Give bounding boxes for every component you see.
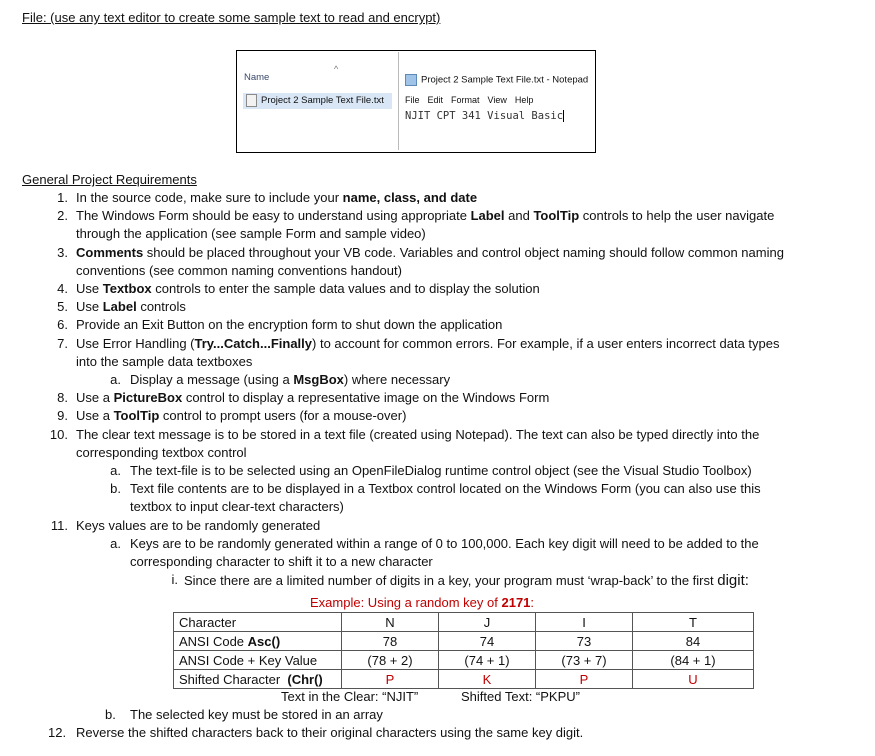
- text-segment: The clear text message is to be stored in a text file (created using Notepad). The text can also be typed directly into the: [76, 426, 760, 442]
- text-segment: Use a: [76, 408, 114, 424]
- table-header-cell: Character: [174, 613, 342, 632]
- list-item-text: [184, 572, 749, 589]
- row-label: [174, 632, 342, 651]
- table-row: [174, 670, 754, 689]
- text-segment: Label: [102, 299, 137, 315]
- menu-view: View: [487, 95, 507, 105]
- text-segment: MsgBox: [293, 372, 344, 387]
- text-segment: Textbox: [102, 281, 152, 296]
- table-cell: 73: [536, 632, 633, 651]
- list-item-text: [76, 208, 774, 223]
- item-11b: [105, 707, 116, 722]
- list-item-number: a.: [110, 372, 121, 387]
- file-row: [243, 93, 392, 109]
- file-name: Project 2 Sample Text File.txt: [261, 95, 384, 106]
- text-segment: Use Error Handling (: [76, 335, 195, 351]
- text-segment: PictureBox: [113, 390, 183, 406]
- notepad-title-text: Project 2 Sample Text File.txt - Notepad: [421, 74, 589, 86]
- list-item-text: [130, 481, 761, 496]
- menu-format: Format: [451, 95, 480, 105]
- list-item-number: 9.: [57, 408, 68, 424]
- list-item-text: [76, 281, 540, 296]
- text-segment: controls to help the user navigate: [579, 208, 775, 224]
- text-segment: Provide an Exit Button on the encryption form to shut down the application: [76, 317, 503, 333]
- list-item-text: [76, 245, 784, 260]
- text-segment: name, class, and date: [342, 190, 478, 205]
- text-segment: Label: [470, 208, 505, 224]
- text-segment: Since there are a limited number of digits in a key, your program must ‘wrap-back’ to the first: [184, 573, 718, 589]
- row-label-text: Shifted Character: [179, 671, 288, 687]
- item-12-number: 12.: [48, 725, 67, 740]
- item-number: b.: [105, 707, 116, 722]
- text-segment: corresponding character to shift it to a new character: [130, 554, 433, 569]
- list-item-text: [130, 536, 759, 551]
- table-cell: P: [342, 670, 439, 689]
- table-cell: U: [633, 670, 754, 689]
- text-segment: conventions (see common naming conventions handout): [76, 262, 402, 278]
- list-item-number: 4.: [57, 281, 68, 296]
- list-item-text: [76, 263, 402, 278]
- text-segment: ToolTip: [113, 408, 160, 424]
- table-cell: (78 + 2): [342, 651, 439, 670]
- text-segment: should be placed throughout your VB code. Variables and control object naming should follow common naming: [143, 244, 784, 260]
- list-item-number: 6.: [57, 317, 68, 333]
- row-label: [174, 670, 342, 689]
- text-segment: controls to enter the sample data values and to display the solution: [151, 281, 540, 296]
- list-item-text: [130, 554, 433, 569]
- list-item-text: [76, 226, 426, 241]
- table-cell: 74: [439, 632, 536, 651]
- text-segment: In the source code, make sure to include your: [76, 190, 343, 205]
- table-header-cell: J: [439, 613, 536, 632]
- text-segment: and: [504, 208, 534, 224]
- text-segment: ToolTip: [533, 208, 580, 224]
- list-item-text: [76, 190, 477, 205]
- requirements-heading: General Project Requirements: [22, 172, 197, 187]
- row-label: [174, 651, 342, 670]
- list-item-number: 5.: [57, 299, 68, 315]
- table-header-row: [174, 613, 754, 632]
- list-item-number: 1.: [57, 190, 68, 205]
- table-cell: (73 + 7): [536, 651, 633, 670]
- table-row: [174, 632, 754, 651]
- list-item-number: 3.: [57, 244, 68, 260]
- file-explorer-pane: [238, 52, 395, 150]
- list-item-text: [76, 317, 502, 332]
- table-header-cell: I: [536, 613, 633, 632]
- list-item-text: [76, 390, 549, 405]
- text-segment: corresponding textbox control: [76, 444, 247, 460]
- name-column-header: Name: [244, 72, 270, 83]
- notepad-icon: [405, 74, 417, 86]
- list-item-text: [76, 427, 759, 442]
- text-segment: control to prompt users (for a mouse-over): [159, 408, 407, 424]
- list-item-number: 8.: [57, 390, 68, 406]
- table-cell: 84: [633, 632, 754, 651]
- file-heading: File: (use any text editor to create some sample text to read and encrypt): [22, 10, 441, 25]
- list-item-text: [76, 445, 247, 460]
- text-segment: The text-file is to be selected using an OpenFileDialog runtime control object (see the Visual Studio Toolbox): [130, 463, 752, 478]
- sample-file-screenshot: [236, 50, 596, 153]
- notepad-content: NJIT CPT 341 Visual Basic: [405, 110, 564, 122]
- table-cell: (84 + 1): [633, 651, 754, 670]
- list-item-number: a.: [110, 463, 121, 478]
- list-item-text: [76, 336, 779, 351]
- table-header-cell: T: [633, 613, 754, 632]
- list-item-number: 10.: [49, 426, 68, 442]
- list-item-text: [76, 354, 252, 369]
- menu-edit: Edit: [427, 95, 444, 105]
- table-cell: 78: [342, 632, 439, 651]
- list-item-number: 11.: [50, 517, 68, 533]
- list-item-text: [76, 518, 320, 533]
- text-segment: through the application (see sample Form and sample video): [76, 226, 426, 242]
- row-label-bold: Asc(): [247, 633, 281, 649]
- text-segment: controls: [136, 299, 186, 315]
- list-item-number: 7.: [57, 335, 68, 351]
- list-item-number: b.: [110, 481, 121, 497]
- notepad-menu: [405, 95, 541, 105]
- list-item-text: [130, 372, 450, 387]
- text-segment: Use a: [76, 390, 114, 406]
- text-segment: into the sample data textboxes: [76, 353, 253, 369]
- table-cell: (74 + 1): [439, 651, 536, 670]
- list-item-number: i.: [171, 572, 178, 588]
- text-segment: Display a message (using a: [130, 372, 294, 387]
- example-caption-colon: :: [530, 595, 535, 610]
- text-segment: control to display a representative image on the Windows Form: [182, 390, 550, 406]
- text-segment: digit:: [717, 572, 749, 590]
- list-item-number: 2.: [57, 208, 68, 224]
- row-label-text: ANSI Code + Key Value: [179, 652, 318, 668]
- text-segment: ) to account for common errors. For example, if a user enters incorrect data types: [312, 335, 780, 351]
- text-segment: Keys values are to be randomly generated: [76, 517, 321, 533]
- text-segment: Use: [76, 281, 103, 296]
- notepad-title: [405, 74, 588, 86]
- example-table: [173, 612, 754, 689]
- example-key: 2171: [501, 595, 531, 610]
- table-row: [174, 651, 754, 670]
- example-caption-text: Example: Using a random key of: [310, 595, 502, 610]
- table-header-cell: N: [342, 613, 439, 632]
- text-segment: Keys are to be randomly generated within a range of 0 to 100,000. Each key digit will need to be added to the: [130, 535, 759, 551]
- item-11b-text: The selected key must be stored in an array: [130, 707, 383, 722]
- sort-caret-icon: ^: [334, 64, 339, 74]
- text-segment: Use: [76, 299, 103, 315]
- list-item-text: [76, 299, 186, 314]
- item-12-text: Reverse the shifted characters back to their original characters using the same key digit.: [76, 725, 584, 740]
- list-item-text: [130, 463, 752, 478]
- example-caption: [310, 595, 534, 610]
- row-label-text: ANSI Code: [179, 633, 248, 649]
- text-segment: Try...Catch...Finally: [194, 335, 313, 351]
- table-cell: K: [439, 670, 536, 689]
- notepad-window: [398, 52, 594, 150]
- notepad-text: [405, 110, 564, 122]
- menu-help: Help: [514, 95, 534, 105]
- text-segment: Comments: [76, 244, 144, 260]
- list-item-text: [76, 408, 406, 423]
- menu-file: File: [405, 95, 420, 105]
- list-item-text: [130, 499, 344, 514]
- text-segment: textbox to input clear-text characters): [130, 499, 344, 515]
- clear-text-caption: Text in the Clear: “NJIT”: [281, 689, 419, 704]
- list-item-number: a.: [110, 535, 121, 551]
- text-segment: The Windows Form should be easy to understand using appropriate: [76, 208, 471, 224]
- table-cell: P: [536, 670, 633, 689]
- text-cursor: [563, 110, 564, 122]
- text-file-icon: [246, 94, 257, 107]
- row-label-bold: (Chr(): [287, 671, 323, 687]
- text-segment: ) where necessary: [343, 372, 451, 387]
- shifted-text-caption: Shifted Text: “PKPU”: [461, 689, 580, 704]
- text-segment: Text file contents are to be displayed in a Textbox control located on the Windows Form (you can also use this: [130, 481, 761, 497]
